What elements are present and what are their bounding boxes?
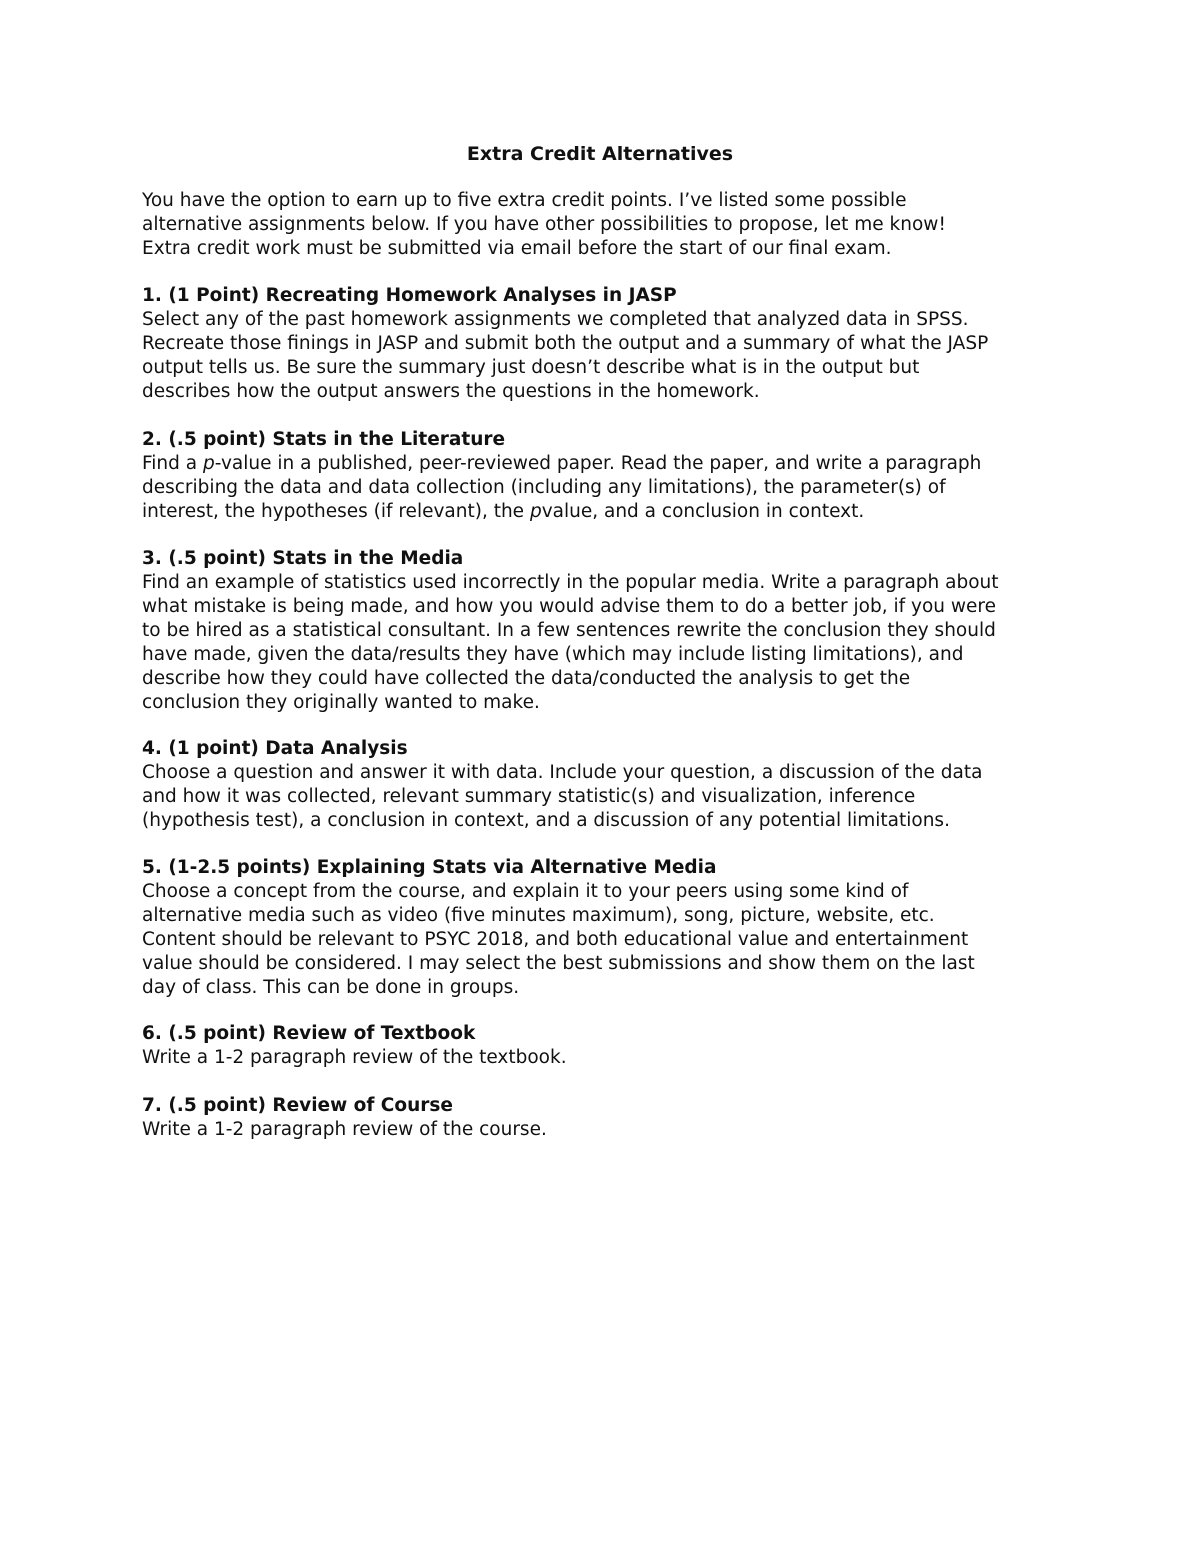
text-run: value, and a conclusion in context. bbox=[541, 501, 865, 522]
section-literature bbox=[142, 428, 1072, 524]
section-heading: 3. (.5 point) Stats in the Media bbox=[142, 548, 464, 569]
section-heading: 5. (1-2.5 points) Explaining Stats via Alternative Media bbox=[142, 857, 717, 878]
intro-paragraph bbox=[142, 189, 1072, 261]
text-run: Find a bbox=[142, 453, 204, 474]
section-heading: 6. (.5 point) Review of Textbook bbox=[142, 1023, 476, 1044]
section-line: (hypothesis test), a conclusion in context, and a discussion of any potential limitations. bbox=[142, 810, 950, 831]
section-heading: 4. (1 point) Data Analysis bbox=[142, 738, 408, 759]
section-line bbox=[142, 500, 1072, 524]
section-line: conclusion they originally wanted to make. bbox=[142, 692, 540, 713]
text-run: -value in a published, peer-reviewed paper. Read the paper, and write a paragraph bbox=[214, 453, 982, 474]
section-line: value should be considered. I may select the best submissions and show them on the last bbox=[142, 953, 975, 974]
section-heading: 1. (1 Point) Recreating Homework Analyses in JASP bbox=[142, 285, 677, 306]
section-media bbox=[142, 547, 1072, 715]
section-line: day of class. This can be done in groups. bbox=[142, 977, 520, 998]
section-line: to be hired as a statistical consultant. In a few sentences rewrite the conclusion they should bbox=[142, 620, 996, 641]
text-run: interest, the hypotheses (if relevant), the bbox=[142, 501, 530, 522]
italic-p: p bbox=[529, 501, 542, 522]
italic-p: p bbox=[203, 453, 215, 474]
section-line: describes how the output answers the questions in the homework. bbox=[142, 381, 760, 402]
section-line: Select any of the past homework assignments we completed that analyzed data in SPSS. bbox=[142, 309, 969, 330]
section-line: Find an example of statistics used incorrectly in the popular media. Write a paragraph about bbox=[142, 572, 999, 593]
section-line: Recreate those finings in JASP and submit both the output and a summary of what the JASP bbox=[142, 333, 989, 354]
section-line: Choose a question and answer it with data. Include your question, a discussion of the data bbox=[142, 762, 983, 783]
section-line: Content should be relevant to PSYC 2018, and both educational value and entertainment bbox=[142, 929, 969, 950]
section-line: and how it was collected, relevant summary statistic(s) and visualization, inference bbox=[142, 786, 916, 807]
section-line: describe how they could have collected the data/conducted the analysis to get the bbox=[142, 668, 911, 689]
section-line: what mistake is being made, and how you would advise them to do a better job, if you were bbox=[142, 596, 997, 617]
section-line: alternative media such as video (five minutes maximum), song, picture, website, etc. bbox=[142, 905, 935, 926]
intro-line: Extra credit work must be submitted via email before the start of our final exam. bbox=[142, 238, 892, 259]
section-review-course bbox=[142, 1094, 1072, 1142]
section-jasp bbox=[142, 284, 1072, 404]
intro-line: You have the option to earn up to five extra credit points. I’ve listed some possible bbox=[142, 190, 907, 211]
section-line: Write a 1-2 paragraph review of the course. bbox=[142, 1119, 547, 1140]
section-line: Write a 1-2 paragraph review of the textbook. bbox=[142, 1047, 567, 1068]
document-title: Extra Credit Alternatives bbox=[466, 143, 734, 165]
section-heading: 7. (.5 point) Review of Course bbox=[142, 1095, 453, 1116]
intro-line: alternative assignments below. If you have other possibilities to propose, let me know! bbox=[142, 214, 946, 235]
section-heading: 2. (.5 point) Stats in the Literature bbox=[142, 429, 506, 450]
section-line bbox=[142, 452, 1072, 476]
section-review-textbook bbox=[142, 1022, 1072, 1070]
section-data-analysis bbox=[142, 737, 1072, 833]
section-line: describing the data and data collection (including any limitations), the parameter(s) of bbox=[142, 477, 946, 498]
section-line: output tells us. Be sure the summary just doesn’t describe what is in the output but bbox=[142, 357, 920, 378]
section-alternative-media bbox=[142, 856, 1072, 1000]
section-line: have made, given the data/results they have (which may include listing limitations), and bbox=[142, 644, 964, 665]
section-line: Choose a concept from the course, and explain it to your peers using some kind of bbox=[142, 881, 909, 902]
